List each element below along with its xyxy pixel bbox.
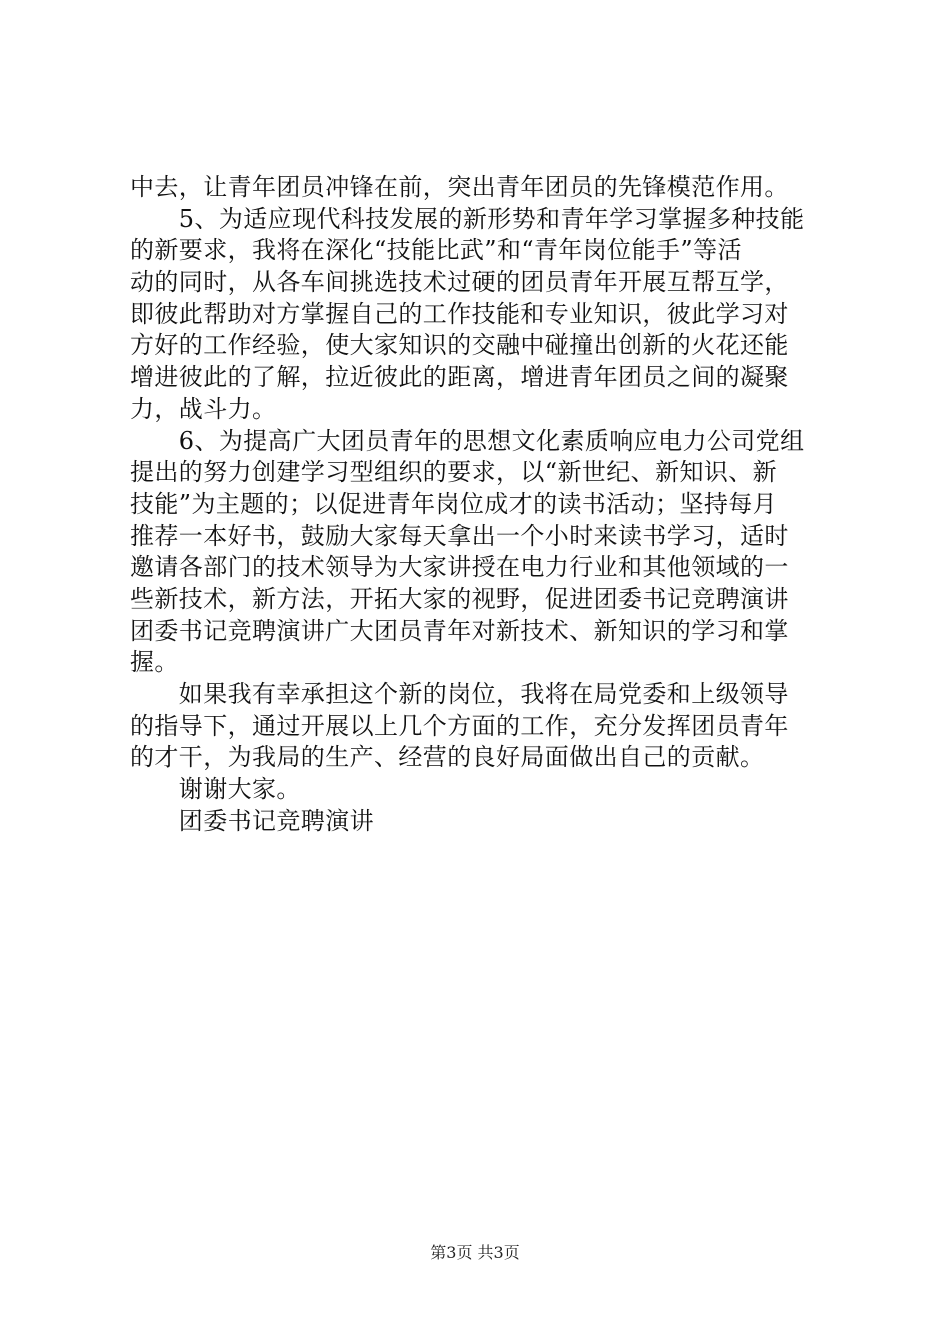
text-line: 推荐一本好书，鼓励大家每天拿出一个小时来读书学习，适时 — [130, 521, 789, 550]
text-line: 增进彼此的了解，拉近彼此的距离，增进青年团员之间的凝聚 — [130, 363, 789, 392]
text-line: 的新要求，我将在深化“技能比武”和“青年岗位能手”等活 — [130, 236, 742, 265]
text-line: 握。 — [130, 648, 179, 677]
document-body — [130, 172, 830, 837]
text-line: 提出的努力创建学习型组织的要求，以“新世纪、新知识、新 — [130, 458, 778, 487]
text-line: 动的同时，从各车间挑选技术过硬的团员青年开展互帮互学， — [130, 268, 789, 297]
text-line: 力，战斗力。 — [130, 394, 277, 423]
text-line: 的才干，为我局的生产、经营的良好局面做出自己的贡献。 — [130, 743, 765, 772]
text-line: 如果我有幸承担这个新的岗位，我将在局党委和上级领导 — [130, 680, 789, 708]
text-line: 邀请各部门的技术领导为大家讲授在电力行业和其他领域的一 — [130, 553, 789, 582]
text-line: 的指导下，通过开展以上几个方面的工作，充分发挥团员青年 — [130, 711, 789, 740]
text-line: 即彼此帮助对方掌握自己的工作技能和专业知识，彼此学习对 — [130, 299, 789, 328]
page-number-footer: 第3页 共3页 — [430, 1243, 520, 1262]
text-line: 些新技术，新方法，开拓大家的视野，促进团委书记竞聘演讲 — [130, 584, 789, 613]
text-line: 团委书记竞聘演讲广大团员青年对新技术、新知识的学习和掌 — [130, 616, 789, 645]
text-line: 技能”为主题的；以促进青年岗位成才的读书活动；坚持每月 — [130, 489, 778, 518]
text-line: 谢谢大家。 — [130, 775, 301, 804]
text-line: 5、为适应现代科技发展的新形势和青年学习掌握多种技能 — [130, 204, 805, 233]
text-line: 中去，让青年团员冲锋在前，突出青年团员的先锋模范作用。 — [130, 173, 789, 201]
text-line: 6、为提高广大团员青年的思想文化素质响应电力公司党组 — [130, 426, 805, 455]
text-line: 团委书记竞聘演讲 — [130, 806, 374, 835]
text-line: 方好的工作经验，使大家知识的交融中碰撞出创新的火花还能 — [130, 331, 789, 360]
